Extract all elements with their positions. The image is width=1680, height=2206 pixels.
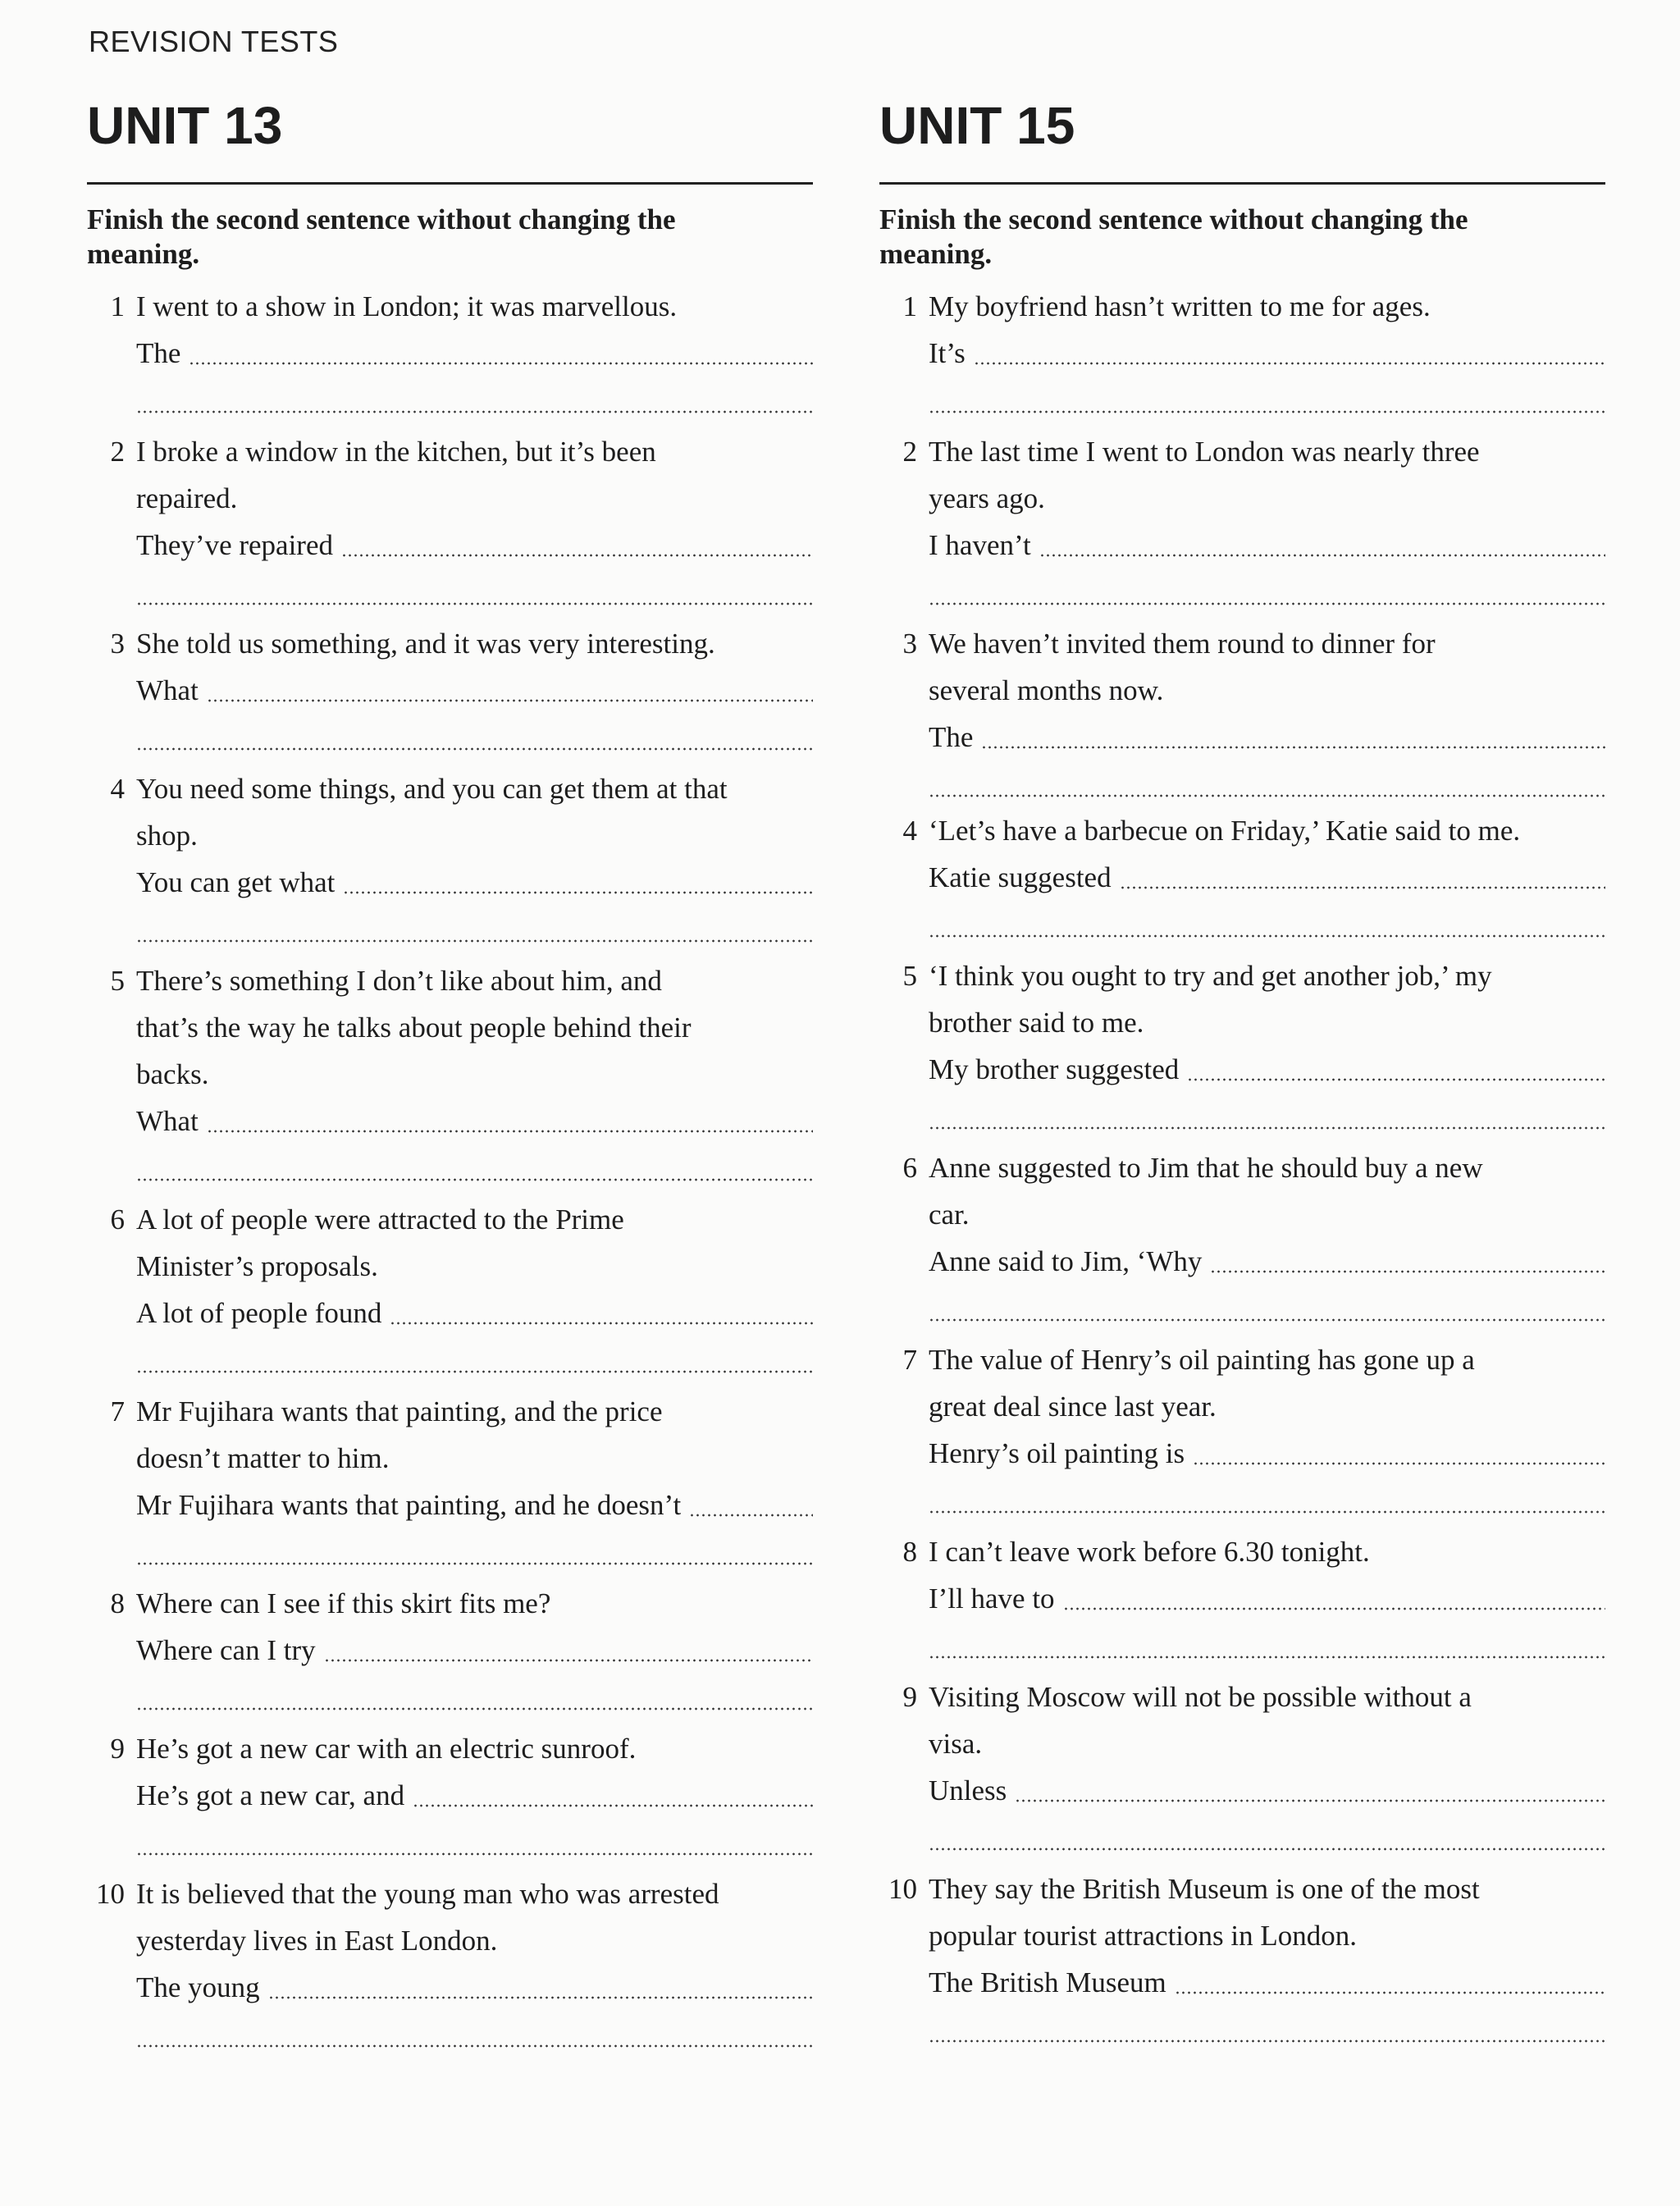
dotted-line — [343, 891, 813, 894]
dotted-line — [136, 1852, 813, 1856]
answer-continuation-line[interactable] — [136, 906, 813, 952]
answer-lead: A lot of people found — [136, 1297, 382, 1329]
exercise-item — [87, 1388, 813, 1575]
exercise-item — [879, 428, 1605, 615]
item-number: 7 — [902, 1344, 917, 1376]
answer-continuation-line[interactable] — [136, 1528, 813, 1575]
item-number: 6 — [110, 1203, 125, 1235]
item-number: 8 — [110, 1587, 125, 1619]
answer-lead: My brother suggested — [929, 1053, 1180, 1085]
instruction: Finish the second sentence without changing the meaning. — [879, 203, 1468, 270]
prompt-sentence: He’s got a new car with an electric sunroof. — [136, 1733, 637, 1765]
prompt-sentence: They say the British Museum is one of the most — [929, 1873, 1480, 1905]
prompt-sentence: that’s the way he talks about people behind their — [136, 1012, 692, 1044]
item-number: 5 — [110, 965, 125, 997]
exercise-item — [87, 283, 813, 423]
answer-lead: The — [136, 337, 181, 369]
exercise-item — [879, 1528, 1605, 1669]
answer-lead: Mr Fujihara wants that painting, and he doesn’t — [136, 1489, 682, 1521]
answer-continuation-line[interactable] — [136, 1674, 813, 1720]
prompt-sentence: ‘Let’s have a barbecue on Friday,’ Katie said to me. — [929, 815, 1521, 847]
exercise-item — [879, 283, 1605, 423]
answer-line[interactable] — [136, 1772, 813, 1819]
dotted-line — [929, 1510, 1605, 1514]
dotted-line — [929, 1847, 1605, 1851]
dotted-line — [207, 699, 813, 702]
exercise-item — [879, 807, 1605, 948]
exercise-item — [879, 1144, 1605, 1331]
prompt-sentence: It is believed that the young man who was arrested — [136, 1878, 719, 1910]
title-rule — [87, 182, 813, 185]
dotted-line — [929, 934, 1605, 938]
answer-continuation-line[interactable] — [929, 2006, 1605, 2053]
answer-lead: They’ve repaired — [136, 529, 333, 561]
exercise-item — [879, 1674, 1605, 1861]
prompt-sentence: I can’t leave work before 6.30 tonight. — [929, 1536, 1370, 1568]
answer-continuation-line[interactable] — [929, 1477, 1605, 1523]
item-number: 1 — [902, 290, 917, 322]
answer-lead: Henry’s oil painting is — [929, 1437, 1185, 1469]
prompt-sentence: Minister’s proposals. — [136, 1250, 378, 1282]
dotted-line — [1039, 554, 1605, 557]
prompt-sentence: visa. — [929, 1728, 983, 1760]
unit-title: UNIT 15 — [879, 96, 1075, 155]
answer-continuation-line[interactable] — [136, 2011, 813, 2058]
answer-line[interactable] — [136, 1964, 813, 2011]
item-number: 6 — [902, 1152, 917, 1184]
exercise-list — [87, 283, 813, 2058]
exercise-item — [87, 765, 813, 952]
dotted-line — [136, 1562, 813, 1565]
item-number: 1 — [110, 290, 125, 322]
dotted-line — [1193, 1462, 1605, 1465]
prompt-sentence: My boyfriend hasn’t written to me for ages. — [929, 290, 1431, 322]
answer-continuation-line[interactable] — [929, 1814, 1605, 1861]
answer-line[interactable] — [929, 1430, 1605, 1477]
answer-line[interactable] — [929, 1046, 1605, 1093]
answer-line[interactable] — [136, 859, 813, 906]
dotted-line — [929, 1126, 1605, 1130]
prompt-sentence: Where can I see if this skirt fits me? — [136, 1587, 551, 1619]
dotted-line — [324, 1659, 813, 1662]
item-number: 3 — [902, 628, 917, 660]
answer-lead: Anne said to Jim, ‘Why — [929, 1245, 1203, 1277]
dotted-line — [929, 1318, 1605, 1322]
exercise-item — [87, 1580, 813, 1720]
prompt-sentence: The value of Henry’s oil painting has gone up a — [929, 1344, 1475, 1376]
answer-lead: I haven’t — [929, 529, 1031, 561]
prompt-sentence: ‘I think you ought to try and get another job,’ my — [929, 960, 1492, 992]
exercise-item — [879, 952, 1605, 1140]
answer-lead: The British Museum — [929, 1966, 1166, 1998]
answer-lead: He’s got a new car, and — [136, 1779, 405, 1811]
answer-lead: I’ll have to — [929, 1583, 1055, 1615]
exercise-list — [879, 283, 1605, 2053]
unit-title: UNIT 13 — [87, 96, 283, 155]
prompt-sentence: We haven’t invited them round to dinner for — [929, 628, 1436, 660]
answer-line[interactable] — [929, 1238, 1605, 1285]
answer-continuation-line[interactable] — [136, 1336, 813, 1383]
prompt-sentence: Anne suggested to Jim that he should buy a new — [929, 1152, 1483, 1184]
prompt-sentence: shop. — [136, 820, 198, 852]
answer-continuation-line[interactable] — [929, 901, 1605, 948]
dotted-line — [341, 554, 813, 557]
answer-continuation-line[interactable] — [136, 569, 813, 615]
answer-continuation-line[interactable] — [136, 1144, 813, 1191]
answer-lead: Unless — [929, 1774, 1007, 1806]
dotted-line — [929, 2039, 1605, 2043]
exercise-item — [879, 1336, 1605, 1523]
dotted-line — [929, 410, 1605, 413]
answer-line[interactable] — [929, 1959, 1605, 2006]
answer-continuation-line[interactable] — [929, 1093, 1605, 1140]
unit-15-column — [879, 97, 1605, 2058]
exercise-item — [87, 428, 813, 615]
item-number: 10 — [96, 1878, 125, 1910]
dotted-line — [136, 410, 813, 413]
dotted-line — [413, 1804, 813, 1807]
answer-lead: It’s — [929, 337, 966, 369]
answer-line[interactable] — [136, 1482, 813, 1528]
answer-line[interactable] — [929, 1767, 1605, 1814]
title-rule — [879, 182, 1605, 185]
dotted-line — [136, 1707, 813, 1710]
answer-continuation-line[interactable] — [136, 1819, 813, 1866]
prompt-sentence: yesterday lives in East London. — [136, 1925, 498, 1957]
answer-continuation-line[interactable] — [136, 377, 813, 423]
unit-13-column — [87, 97, 813, 2062]
answer-lead: You can get what — [136, 866, 336, 898]
prompt-sentence: She told us something, and it was very interesting. — [136, 628, 715, 660]
prompt-sentence: backs. — [136, 1058, 209, 1090]
item-number: 8 — [902, 1536, 917, 1568]
dotted-line — [136, 2044, 813, 2048]
answer-continuation-line[interactable] — [929, 377, 1605, 423]
exercise-item — [87, 957, 813, 1191]
answer-line[interactable] — [136, 522, 813, 569]
dotted-line — [929, 794, 1605, 797]
item-number: 10 — [888, 1873, 917, 1905]
item-number: 3 — [110, 628, 125, 660]
dotted-line — [1187, 1078, 1605, 1081]
page-header: REVISION TESTS — [89, 25, 339, 58]
dotted-line — [1063, 1607, 1605, 1610]
item-number: 4 — [902, 815, 917, 847]
answer-line[interactable] — [136, 330, 813, 377]
item-number: 5 — [902, 960, 917, 992]
answer-line[interactable] — [136, 1098, 813, 1144]
item-number: 9 — [110, 1733, 125, 1765]
exercise-item — [87, 1870, 813, 2058]
dotted-line — [929, 602, 1605, 605]
prompt-sentence: I broke a window in the kitchen, but it’s been — [136, 436, 656, 468]
answer-lead: Where can I try — [136, 1634, 316, 1666]
dotted-line — [1175, 1991, 1605, 1994]
item-number: 7 — [110, 1395, 125, 1427]
prompt-sentence: repaired. — [136, 482, 238, 514]
item-number: 2 — [902, 436, 917, 468]
item-number: 2 — [110, 436, 125, 468]
dotted-line — [207, 1130, 813, 1133]
prompt-sentence: The last time I went to London was nearly three — [929, 436, 1480, 468]
prompt-sentence: car. — [929, 1199, 970, 1231]
answer-lead: What — [136, 1105, 199, 1137]
dotted-line — [189, 362, 813, 365]
exercise-item — [879, 1866, 1605, 2053]
exercise-item — [87, 1196, 813, 1383]
prompt-sentence: several months now. — [929, 674, 1164, 706]
prompt-sentence: doesn’t matter to him. — [136, 1442, 390, 1474]
dotted-line — [974, 362, 1605, 365]
dotted-line — [136, 602, 813, 605]
answer-continuation-line[interactable] — [929, 760, 1605, 807]
prompt-sentence: Mr Fujihara wants that painting, and the price — [136, 1395, 663, 1427]
answer-line[interactable] — [929, 330, 1605, 377]
answer-line[interactable] — [929, 1575, 1605, 1622]
prompt-sentence: There’s something I don’t like about him, and — [136, 965, 662, 997]
answer-line[interactable] — [136, 667, 813, 714]
dotted-line — [1120, 886, 1605, 889]
dotted-line — [136, 1178, 813, 1181]
prompt-sentence: I went to a show in London; it was marvellous. — [136, 290, 678, 322]
answer-line[interactable] — [929, 854, 1605, 901]
dotted-line — [981, 746, 1605, 749]
dotted-line — [689, 1514, 813, 1517]
answer-continuation-line[interactable] — [136, 714, 813, 760]
exercise-item — [87, 620, 813, 760]
answer-line[interactable] — [929, 522, 1605, 569]
answer-lead: Katie suggested — [929, 861, 1112, 893]
dotted-line — [929, 1656, 1605, 1659]
dotted-line — [268, 1996, 813, 1999]
prompt-sentence: great deal since last year. — [929, 1391, 1217, 1423]
dotted-line — [136, 1370, 813, 1373]
dotted-line — [1210, 1270, 1605, 1273]
prompt-sentence: popular tourist attractions in London. — [929, 1920, 1357, 1952]
answer-line[interactable] — [136, 1290, 813, 1336]
prompt-sentence: You need some things, and you can get them at that — [136, 773, 728, 805]
item-number: 4 — [110, 773, 125, 805]
exercise-item — [879, 620, 1605, 807]
answer-line[interactable] — [929, 714, 1605, 760]
instruction: Finish the second sentence without changing the meaning. — [87, 203, 676, 270]
answer-continuation-line[interactable] — [929, 569, 1605, 615]
prompt-sentence: Visiting Moscow will not be possible without a — [929, 1681, 1472, 1713]
prompt-sentence: years ago. — [929, 482, 1045, 514]
dotted-line — [136, 939, 813, 943]
answer-continuation-line[interactable] — [929, 1622, 1605, 1669]
item-number: 9 — [902, 1681, 917, 1713]
dotted-line — [390, 1322, 813, 1325]
dotted-line — [1015, 1799, 1605, 1802]
answer-lead: The — [929, 721, 974, 753]
answer-lead: The young — [136, 1971, 260, 2003]
prompt-sentence: brother said to me. — [929, 1007, 1144, 1039]
answer-line[interactable] — [136, 1627, 813, 1674]
answer-continuation-line[interactable] — [929, 1285, 1605, 1331]
dotted-line — [136, 747, 813, 751]
exercise-item — [87, 1725, 813, 1866]
answer-lead: What — [136, 674, 199, 706]
prompt-sentence: A lot of people were attracted to the Prime — [136, 1203, 624, 1235]
